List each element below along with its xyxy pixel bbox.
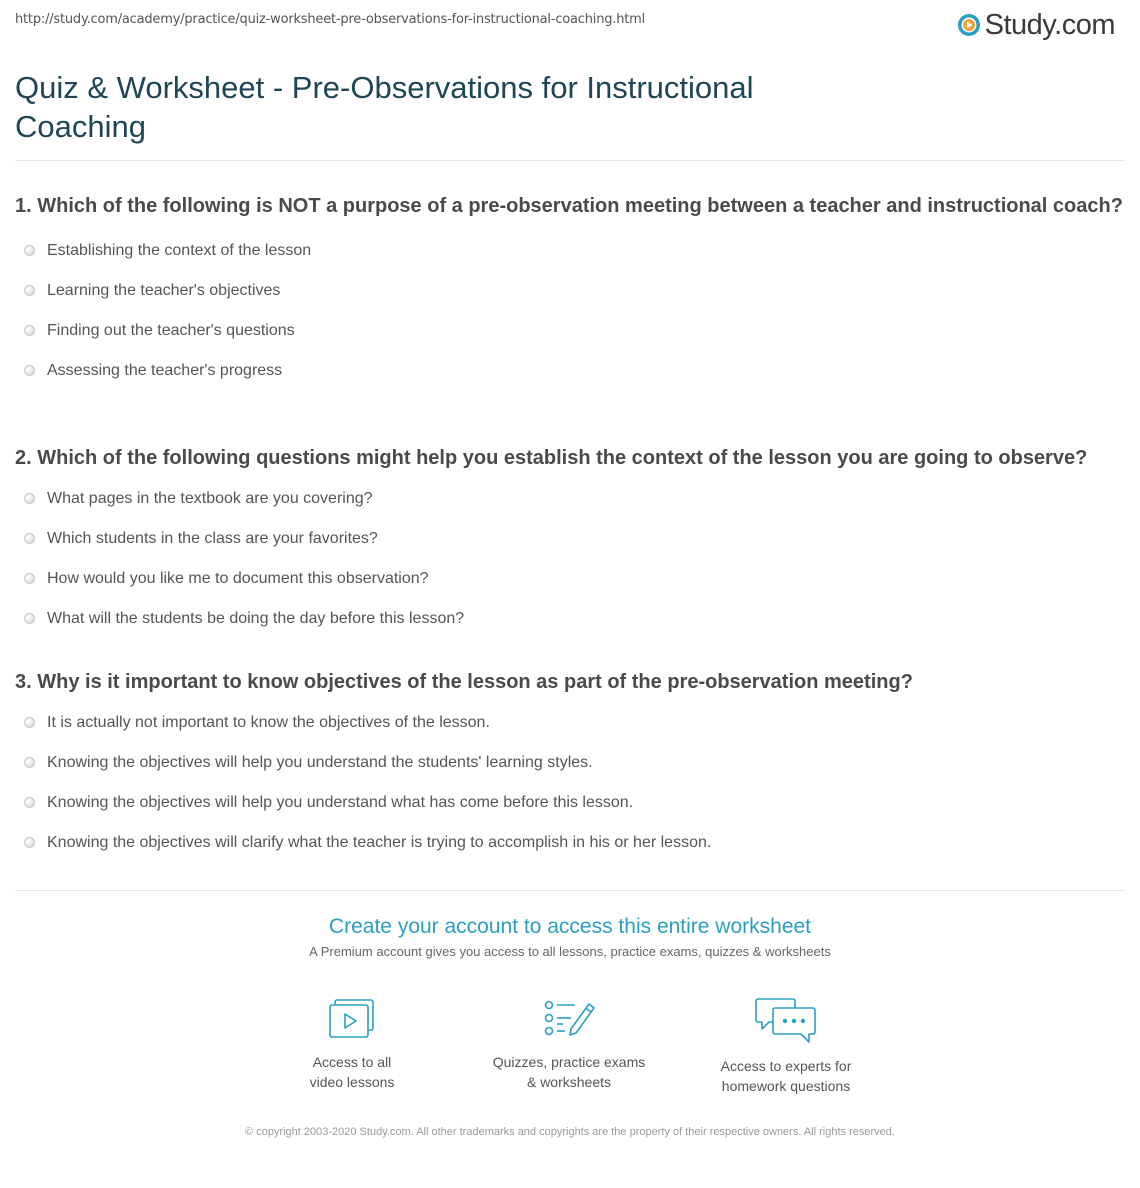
question-text: 3. Why is it important to know objectives of the lesson as part of the pre-observation meeting? bbox=[15, 671, 913, 693]
feature-label: Quizzes, practice exams & worksheets bbox=[492, 1054, 646, 1090]
answer-label: Which students in the class are your favorites? bbox=[47, 530, 378, 547]
question-text: 1. Which of the following is NOT a purpose of a pre-observation meeting between a teacher and instructional coach? bbox=[15, 195, 1123, 217]
cta-divider bbox=[15, 890, 1125, 891]
answer-option[interactable] bbox=[15, 823, 1125, 863]
answer-label: Assessing the teacher's progress bbox=[47, 362, 283, 379]
feature-label: Access to experts for homework questions bbox=[720, 1058, 852, 1094]
answer-option[interactable] bbox=[15, 599, 1125, 639]
title-divider bbox=[15, 160, 1125, 161]
top-bar bbox=[0, 0, 1140, 60]
cta-title-link[interactable]: Create your account to access this entire worksheet bbox=[328, 915, 812, 938]
answer-list bbox=[15, 231, 1125, 391]
answer-option[interactable] bbox=[15, 703, 1125, 743]
answer-option[interactable] bbox=[15, 231, 1125, 271]
answer-label: What pages in the textbook are you covering? bbox=[47, 490, 373, 507]
answer-option[interactable] bbox=[15, 351, 1125, 391]
question-2 bbox=[15, 444, 1125, 639]
answer-list bbox=[15, 703, 1125, 863]
answer-option[interactable] bbox=[15, 783, 1125, 823]
radio-button-icon[interactable] bbox=[24, 285, 35, 296]
answer-list bbox=[15, 479, 1125, 639]
answer-option[interactable] bbox=[15, 311, 1125, 351]
cta-subtitle: A Premium account gives you access to all lessons, practice exams, quizzes & worksheets bbox=[309, 944, 831, 959]
radio-button-icon[interactable] bbox=[24, 837, 35, 848]
study-logo[interactable] bbox=[957, 8, 1115, 42]
answer-label: Learning the teacher's objectives bbox=[47, 282, 281, 299]
logo-text: Study.com bbox=[984, 8, 1115, 41]
answer-label: Establishing the context of the lesson bbox=[47, 242, 312, 259]
answer-label: How would you like me to document this observation? bbox=[47, 570, 429, 587]
answer-label: Knowing the objectives will help you understand the students' learning styles. bbox=[47, 754, 593, 771]
radio-button-icon[interactable] bbox=[24, 245, 35, 256]
copyright-notice: © copyright 2003-2020 Study.com. All other trademarks and copyrights are the property of their respective owners. All rights reserved. bbox=[245, 1126, 895, 1138]
quiz-checklist-icon bbox=[541, 996, 597, 1042]
radio-button-icon[interactable] bbox=[24, 797, 35, 808]
play-circle-logo-icon bbox=[957, 13, 981, 37]
radio-button-icon[interactable] bbox=[24, 717, 35, 728]
answer-label: What will the students be doing the day before this lesson? bbox=[47, 610, 465, 627]
radio-button-icon[interactable] bbox=[24, 757, 35, 768]
feature-experts bbox=[691, 996, 881, 1096]
signup-cta bbox=[0, 912, 1140, 959]
radio-button-icon[interactable] bbox=[24, 493, 35, 504]
video-lesson-icon bbox=[326, 996, 378, 1042]
premium-features bbox=[0, 996, 1140, 1106]
question-1 bbox=[15, 192, 1125, 391]
answer-option[interactable] bbox=[15, 743, 1125, 783]
answer-label: Finding out the teacher's questions bbox=[47, 322, 295, 339]
radio-button-icon[interactable] bbox=[24, 613, 35, 624]
answer-option[interactable] bbox=[15, 559, 1125, 599]
radio-button-icon[interactable] bbox=[24, 573, 35, 584]
answer-option[interactable] bbox=[15, 271, 1125, 311]
question-3 bbox=[15, 668, 1125, 863]
answer-label: Knowing the objectives will help you understand what has come before this lesson. bbox=[47, 794, 634, 811]
answer-label: It is actually not important to know the objectives of the lesson. bbox=[47, 714, 490, 731]
radio-button-icon[interactable] bbox=[24, 325, 35, 336]
answer-option[interactable] bbox=[15, 519, 1125, 559]
radio-button-icon[interactable] bbox=[24, 533, 35, 544]
page-url[interactable]: http://study.com/academy/practice/quiz-worksheet-pre-observations-for-instructional-coaching.html bbox=[15, 12, 646, 27]
answer-option[interactable] bbox=[15, 479, 1125, 519]
page-title: Quiz & Worksheet - Pre-Observations for Instructional Coaching bbox=[15, 70, 754, 144]
feature-label: Access to all video lessons bbox=[309, 1054, 395, 1090]
question-text: 2. Which of the following questions might help you establish the context of the lesson you are going to observe? bbox=[15, 447, 1088, 469]
answer-label: Knowing the objectives will clarify what the teacher is trying to accomplish in his or her lesson. bbox=[47, 834, 712, 851]
radio-button-icon[interactable] bbox=[24, 365, 35, 376]
chat-bubbles-icon bbox=[753, 996, 819, 1046]
feature-video-lessons bbox=[257, 996, 447, 1092]
feature-quizzes bbox=[474, 996, 664, 1092]
